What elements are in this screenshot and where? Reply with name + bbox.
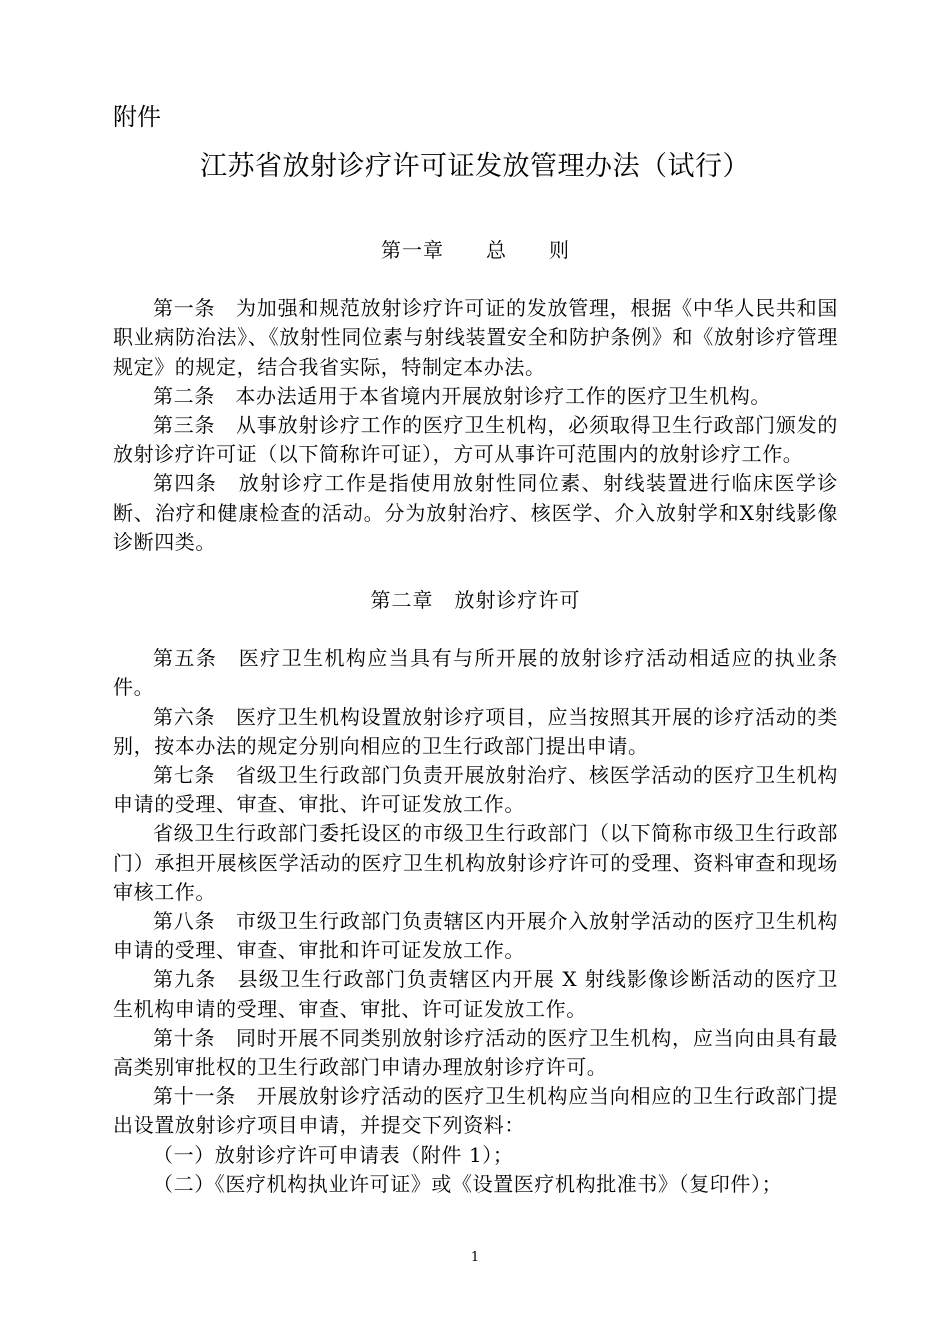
- article-paragraph: 第五条 医疗卫生机构应当具有与所开展的放射诊疗活动相适应的执业条件。: [113, 646, 838, 700]
- article-paragraph: 第四条 放射诊疗工作是指使用放射性同位素、射线装置进行临床医学诊断、治疗和健康检查的活动。分为放射治疗、核医学、介入放射学和X射线影像诊断四类。: [113, 471, 838, 554]
- article-paragraph: 第三条 从事放射诊疗工作的医疗卫生机构，必须取得卫生行政部门颁发的放射诊疗许可证（以下简称许可证），方可从事许可范围内的放射诊疗工作。: [113, 413, 838, 467]
- attachment-label: 附件: [113, 103, 161, 131]
- list-item: （二）《医疗机构执业许可证》或《设置医疗机构批准书》（复印件）；: [153, 1171, 783, 1196]
- article-paragraph: 第八条 市级卫生行政部门负责辖区内开展介入放射学活动的医疗卫生机构申请的受理、审查、审批和许可证发放工作。: [113, 909, 838, 963]
- chapter-heading: 第一章 总 则: [381, 238, 570, 262]
- page-number: 1: [470, 1250, 480, 1265]
- document-body: [113, 236, 838, 1199]
- article-paragraph: 第六条 医疗卫生机构设置放射诊疗项目，应当按照其开展的诊疗活动的类别，按本办法的规定分别向相应的卫生行政部门提出申请。: [113, 704, 838, 758]
- article-paragraph: 第一条 为加强和规范放射诊疗许可证的发放管理，根据《中华人民共和国职业病防治法》、《放射性同位素与射线装置安全和防护条例》和《放射诊疗管理规定》的规定，结合我省实际，特制定本办法。: [113, 296, 838, 379]
- chapter-heading: 第二章 放射诊疗许可: [370, 588, 581, 613]
- article-paragraph: 第九条 县级卫生行政部门负责辖区内开展 X 射线影像诊断活动的医疗卫生机构申请的受理、审查、审批、许可证发放工作。: [113, 967, 838, 1021]
- article-paragraph: 第七条 省级卫生行政部门负责开展放射治疗、核医学活动的医疗卫生机构申请的受理、审查、审批、许可证发放工作。: [113, 763, 838, 817]
- article-paragraph: 第十一条 开展放射诊疗活动的医疗卫生机构应当向相应的卫生行政部门提出设置放射诊疗项目申请，并提交下列资料：: [113, 1084, 838, 1138]
- article-paragraph: 第二条 本办法适用于本省境内开展放射诊疗工作的医疗卫生机构。: [153, 383, 771, 408]
- article-paragraph: 省级卫生行政部门委托设区的市级卫生行政部门（以下简称市级卫生行政部门）承担开展核医学活动的医疗卫生机构放射诊疗许可的受理、资料审查和现场审核工作。: [113, 821, 838, 904]
- list-item: （一）放射诊疗许可申请表（附件 1）；: [153, 1142, 514, 1167]
- document-title: 江苏省放射诊疗许可证发放管理办法（试行）: [200, 151, 750, 182]
- article-paragraph: 第十条 同时开展不同类别放射诊疗活动的医疗卫生机构，应当向由具有最高类别审批权的卫生行政部门申请办理放射诊疗许可。: [113, 1025, 838, 1080]
